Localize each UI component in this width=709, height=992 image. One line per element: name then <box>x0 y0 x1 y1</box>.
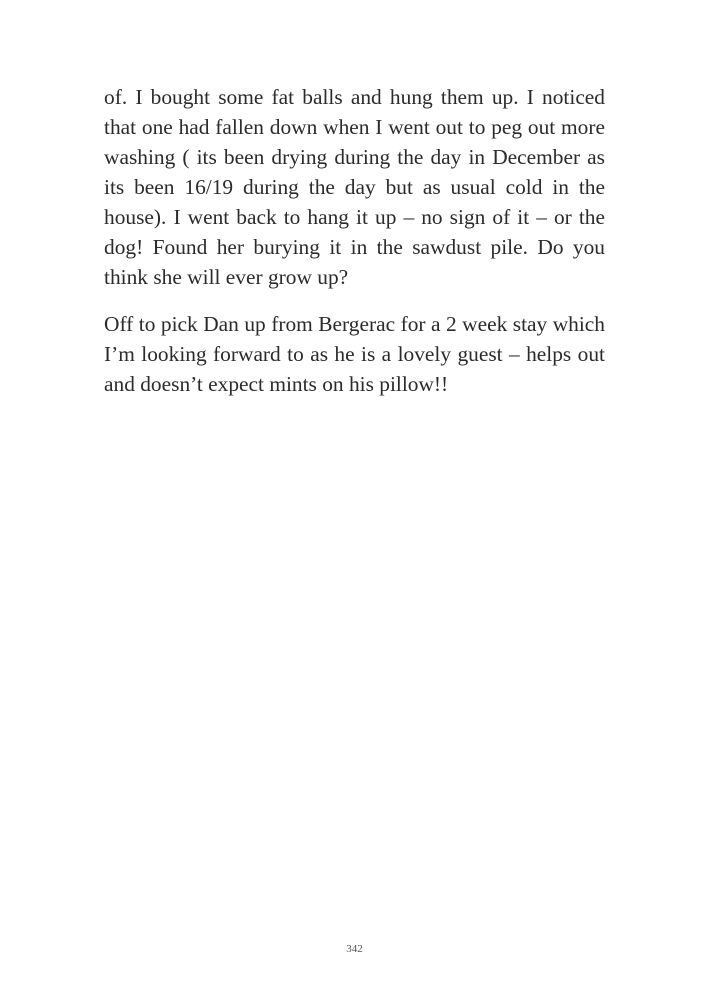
paragraph-1: of. I bought some fat balls and hung them up. I noticed that one had fallen down when I went out to peg out more washing ( its been drying during the day in December as its been 16/19 during the day but as usual cold in the house). I went back to hang it up – no sign of it – or the dog! Found her burying it in the sawdust pile. Do you think she will ever grow up? <box>104 85 605 289</box>
paragraph-2: Off to pick Dan up from Bergerac for a 2 week stay which I’m looking forward to as he is a lovely guest – helps out and doesn’t expect mints on his pillow!! <box>104 312 605 396</box>
body-text <box>104 82 605 399</box>
page-number: 342 <box>346 943 363 955</box>
